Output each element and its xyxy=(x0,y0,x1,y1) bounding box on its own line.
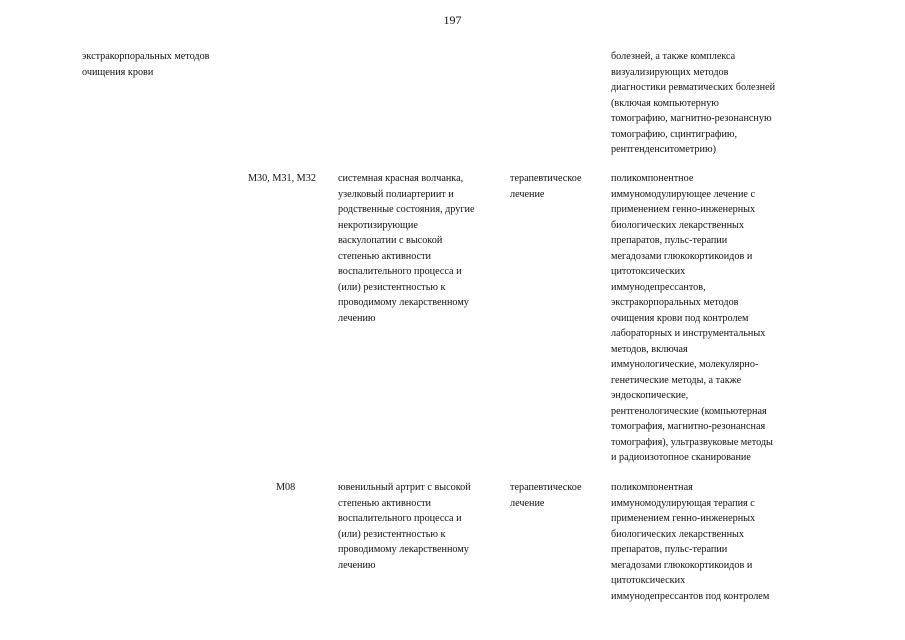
text-line: очищения крови xyxy=(82,66,154,78)
text-line: томография), ультразвуковые методы xyxy=(611,436,773,448)
text-line: визуализирующих методов xyxy=(611,66,729,78)
text-line: применением генно-инженерных xyxy=(611,513,756,524)
treatment-method-text xyxy=(611,171,811,466)
text-line: мегадозами глюкокортикоидов и xyxy=(611,559,753,571)
text-line: томографию, сцинтиграфию, xyxy=(611,128,738,140)
text-line: применением генно-инженерных xyxy=(611,204,756,215)
text-line: экстракорпоральных методов xyxy=(82,51,210,62)
method-continuation-text xyxy=(82,49,262,80)
text-line: и радиоизотопное сканирование xyxy=(611,452,751,463)
diagnosis-text xyxy=(338,480,506,573)
text-line: рентгенологические (компьютерная xyxy=(611,405,767,417)
text-line: проводимому лекарственному xyxy=(338,544,469,555)
text-line: проводимому лекарственному xyxy=(338,297,469,308)
text-line: мегадозами глюкокортикоидов и xyxy=(611,250,753,262)
text-line: узелковый полиартериит и xyxy=(338,188,454,200)
text-line: иммуномодулирующее лечение с xyxy=(611,188,755,200)
text-line: воспалительного процесса и xyxy=(338,513,462,524)
text-line: M30, M31, M32 xyxy=(248,173,316,184)
text-line: биологических лекарственных xyxy=(611,219,744,231)
text-line: терапевтическое xyxy=(510,482,582,493)
text-line: терапевтическое xyxy=(510,173,582,184)
text-line: диагностики ревматических болезней xyxy=(611,82,776,93)
text-line: болезней, а также комплекса xyxy=(611,51,736,62)
text-line: иммунодепрессантов, xyxy=(611,281,706,293)
text-line: (или) резистентностью к xyxy=(338,281,446,293)
diagnosis-text xyxy=(338,171,506,326)
text-line: лечению xyxy=(338,559,376,571)
text-line: поликомпонентное xyxy=(611,173,694,184)
text-line: лечение xyxy=(510,497,545,509)
text-line: степенью активности xyxy=(338,497,432,509)
text-line: лабораторных и инструментальных xyxy=(611,328,766,339)
text-line: очищения крови под контролем xyxy=(611,312,749,324)
treatment-type xyxy=(510,480,604,511)
text-line: эндоскопические, xyxy=(611,390,689,401)
text-line: васкулопатии с высокой xyxy=(338,235,443,246)
text-line: системная красная волчанка, xyxy=(338,173,464,184)
text-line: препаратов, пульс-терапии xyxy=(611,544,728,555)
text-line: ювенильный артрит с высокой xyxy=(338,482,471,493)
text-line: методов, включая xyxy=(611,343,688,355)
text-line: воспалительного процесса и xyxy=(338,266,462,277)
text-line: цитотоксических xyxy=(611,266,686,277)
treatment-method-text xyxy=(611,480,811,604)
text-line: M08 xyxy=(276,482,296,493)
text-line: рентгенденситометрию) xyxy=(611,144,716,155)
text-line: лечению xyxy=(338,312,376,324)
text-line: степенью активности xyxy=(338,250,432,262)
text-line: иммуномодулирующая терапия с xyxy=(611,497,755,509)
text-line: цитотоксических xyxy=(611,575,686,586)
text-line: генетические методы, а также xyxy=(611,374,742,386)
text-line: иммунологические, молекулярно- xyxy=(611,359,759,370)
text-line: (или) резистентностью к xyxy=(338,528,446,540)
page-number: 197 xyxy=(443,13,462,27)
text-line: томография, магнитно-резонансная xyxy=(611,421,766,432)
text-line: биологических лекарственных xyxy=(611,528,744,540)
text-line: поликомпонентная xyxy=(611,482,693,493)
text-line: препаратов, пульс-терапии xyxy=(611,235,728,246)
treatment-type xyxy=(510,171,604,202)
text-line: экстракорпоральных методов xyxy=(611,297,739,308)
text-line: некротизирующие xyxy=(338,219,418,231)
text-line: родственные состояния, другие xyxy=(338,204,475,215)
text-line: томографию, магнитно-резонансную xyxy=(611,113,772,124)
text-line: иммунодепрессантов под контролем xyxy=(611,590,770,602)
text-line: (включая компьютерную xyxy=(611,97,719,109)
icd-code xyxy=(248,171,328,187)
text-line: лечение xyxy=(510,188,545,200)
treatment-continuation-text xyxy=(611,49,811,158)
